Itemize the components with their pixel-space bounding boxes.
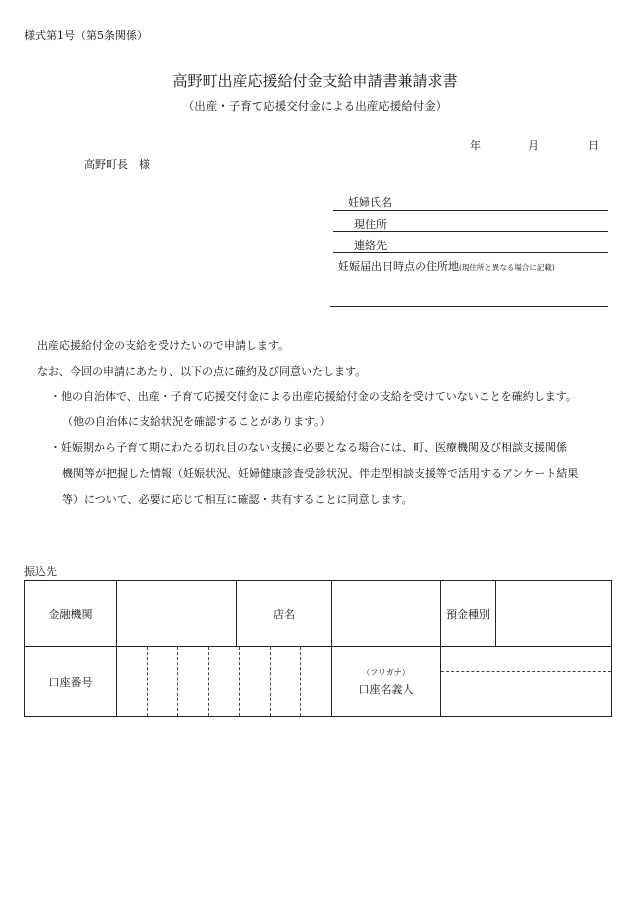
consent-bullet-line1: ・妊娠期から子育て期にわたる切れ目のない支援に必要となる場合には、町、医療機関及び相談支援関係 — [50, 441, 567, 454]
applicant-name-field[interactable] — [333, 210, 608, 211]
account-digit-box[interactable] — [301, 647, 331, 716]
applicant-address-field[interactable] — [333, 231, 608, 232]
account-digit-box[interactable] — [271, 647, 302, 716]
holder-input-cell — [441, 647, 612, 717]
account-digit-box[interactable] — [209, 647, 240, 716]
account-digit-box[interactable] — [117, 647, 148, 716]
agreement-statement: なお、今回の申請にあたり、以下の点に確約及び同意いたします。 — [37, 365, 367, 378]
bank-section-heading: 振込先 — [24, 565, 57, 578]
applicant-address-label: 現住所 — [354, 218, 387, 231]
institution-label: 金融機関 — [48, 607, 93, 621]
pregnancy-address-label — [338, 258, 555, 274]
branch-input-cell[interactable] — [332, 581, 441, 647]
consent-bullet-line3: 等）について、必要に応じて相互に確認・共有することに同意します。 — [62, 493, 413, 506]
date-month-label: 月 — [528, 139, 539, 152]
account-number-label: 口座番号 — [48, 675, 93, 689]
bank-account-table — [24, 580, 612, 717]
pledge-bullet-line1: ・他の自治体で、出産・子育て応援交付金による出産応援給付金の支給を受けていないことを確約します。 — [50, 390, 577, 403]
institution-input-cell[interactable] — [117, 581, 237, 647]
holder-input-stack — [441, 647, 611, 716]
holder-label-cell — [332, 647, 441, 717]
applicant-name-label: 妊婦氏名 — [348, 196, 392, 209]
applicant-contact-label: 連絡先 — [354, 239, 387, 252]
account-digit-boxes — [117, 647, 331, 716]
document-subtitle: （出産・子育て応援交付金による出産応援給付金） — [182, 99, 448, 113]
holder-label: 口座名義人 — [358, 682, 414, 696]
branch-label-cell — [237, 581, 332, 647]
deposit-type-input-cell[interactable] — [496, 581, 612, 647]
pregnancy-address-note: (現住所と異なる場合に記載) — [459, 263, 555, 272]
application-statement: 出産応援給付金の支給を受けたいので申請します。 — [37, 339, 290, 352]
form-number: 様式第1号（第5条関係） — [24, 29, 148, 42]
account-number-label-cell — [25, 647, 117, 717]
account-digit-box[interactable] — [178, 647, 209, 716]
applicant-contact-field[interactable] — [333, 252, 608, 253]
pregnancy-address-label-text: 妊娠届出日時点の住所地 — [338, 260, 459, 273]
furigana-label: （フリガナ） — [362, 667, 410, 677]
holder-name-field[interactable] — [441, 672, 611, 716]
pledge-bullet-line2: （他の自治体に支給状況を確認することがあります。） — [62, 415, 331, 428]
pregnancy-address-field[interactable] — [330, 306, 608, 307]
deposit-type-label: 預金種別 — [446, 607, 490, 621]
holder-furigana-field[interactable] — [441, 647, 611, 672]
document-title: 高野町出産応援給付金支給申請書兼請求書 — [172, 72, 458, 90]
account-digit-box[interactable] — [240, 647, 271, 716]
date-day-label: 日 — [588, 139, 599, 152]
institution-label-cell — [25, 581, 117, 647]
account-number-digits — [117, 647, 332, 717]
account-digit-box[interactable] — [148, 647, 179, 716]
addressee: 高野町長 様 — [84, 158, 150, 171]
branch-label: 店名 — [273, 607, 295, 621]
date-year-label: 年 — [470, 139, 481, 152]
deposit-type-label-cell — [441, 581, 496, 647]
consent-bullet-line2: 機関等が把握した情報（妊娠状況、妊婦健康診査受診状況、伴走型相談支援等で活用するアンケート結果 — [62, 467, 579, 480]
